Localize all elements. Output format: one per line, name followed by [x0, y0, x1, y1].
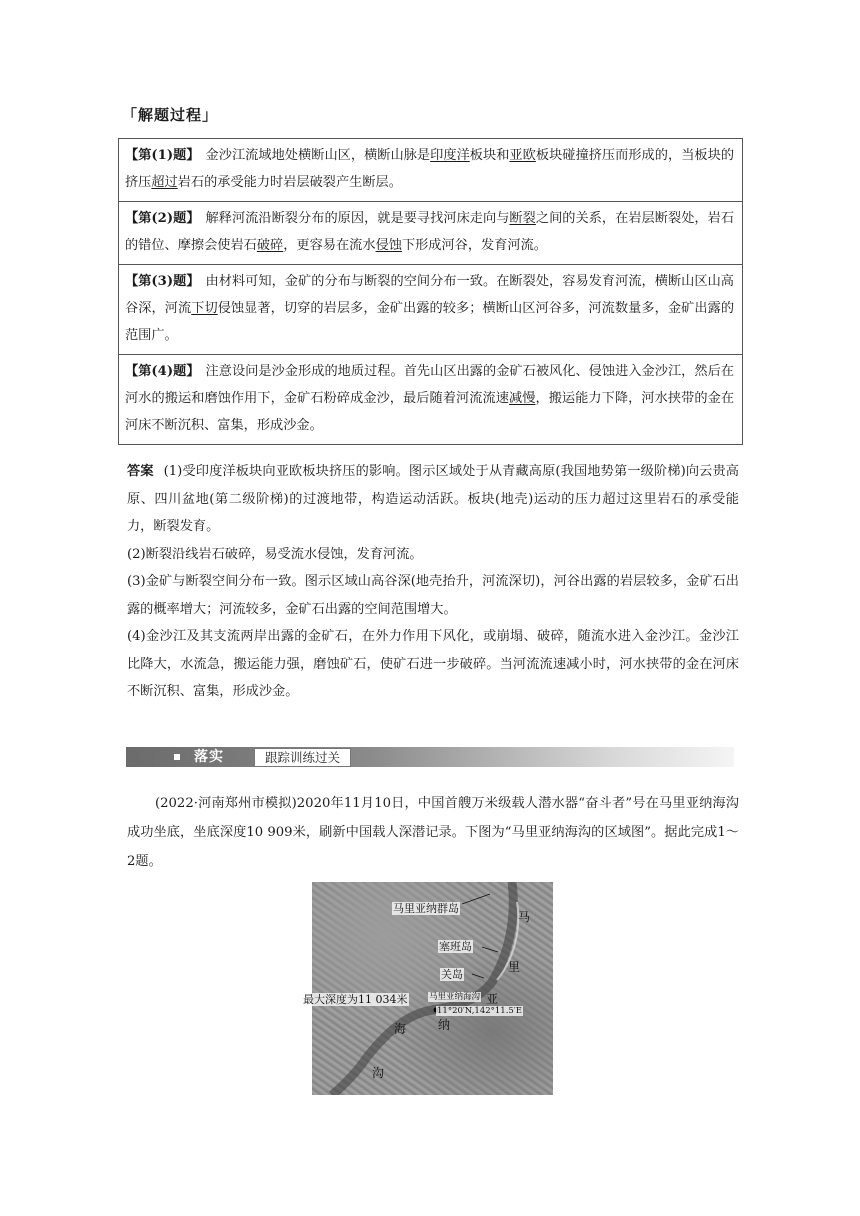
step-tag: 【第(3)题】: [125, 274, 200, 289]
underlined-keyword: 侵蚀: [375, 238, 402, 253]
solution-step-row: [119, 265, 742, 355]
solution-step-row: [119, 355, 742, 445]
answer-paragraph-1: [127, 458, 739, 541]
underlined-keyword: 亚欧: [509, 148, 536, 163]
label-coordinates: 11°20′N,142°11.5′E: [437, 1006, 522, 1016]
step-text: 岩石的承受能力时岩层破裂产生断层。: [177, 175, 402, 190]
solution-steps-box: [118, 138, 743, 445]
step-text: 注意设问是沙金形成的地质过程。首先山区出露的金矿石被风化、侵蚀进入金沙江，然后在河水的搬运和磨蚀作用下，金矿石粉碎成金沙，最后随着河流流速: [125, 364, 734, 406]
label-guam: 关岛: [441, 968, 463, 981]
section-title: [122, 104, 218, 125]
step-text: 侵蚀显著，切穿的岩层多，金矿出露的较多；横断山区河谷多，河流数量多，金矿出露的范围广。: [125, 301, 735, 343]
underlined-keyword: 断裂: [509, 211, 536, 226]
step-text: ，搬运能力下降，河水挟带的金在河床不断沉积、富集，形成沙金。: [125, 391, 735, 433]
trench-char-2: 里: [508, 960, 521, 974]
guam-pointer: [472, 974, 484, 978]
step-text: 由材料可知，金矿的分布与断裂的空间分布一致。在断裂处，容易发育河流，横断山区山高谷深，河流: [125, 274, 734, 316]
label-mariana-islands: 马里亚纳群岛: [393, 902, 459, 915]
answer-paragraph-2: (2)断裂沿线岩石破碎，易受流水侵蚀，发育河流。: [127, 546, 423, 562]
banner-title: 落实: [194, 749, 224, 765]
islands-pointer: [462, 894, 490, 904]
step-text: 板块和: [469, 148, 510, 163]
question-text: (2022·河南郑州市模拟)2020年11月10日，中国首艘万米级载人潜水器“奋斗者”号在马里亚纳海沟成功坐底，坐底深度10 909米，刷新中国载人深潜记录。下图为“马里亚纳海沟的区域图”。据此完成1～2题。: [127, 796, 739, 869]
trench-char-1: 马: [518, 910, 531, 924]
step-text: 金沙江流域地处横断山区，横断山脉是: [205, 148, 431, 163]
step-text: 下形成河谷，发育河流。: [401, 238, 547, 253]
banner-square-icon: [174, 754, 180, 760]
step-tag: 【第(2)题】: [125, 211, 200, 226]
step-text: 解释河流沿断裂分布的原因，就是要寻找河床走向与: [205, 211, 510, 226]
step-text: ，更容易在流水: [283, 238, 376, 253]
underlined-keyword: 下切: [191, 301, 218, 316]
step-tag: 【第(4)题】: [125, 364, 200, 379]
step-tag: 【第(1)题】: [125, 148, 200, 163]
trench-char-6: 沟: [372, 1066, 385, 1080]
underlined-keyword: 印度洋: [430, 148, 470, 163]
underlined-keyword: 减慢: [508, 391, 536, 406]
bracket-right: 」: [202, 106, 219, 124]
practice-banner: [126, 742, 734, 772]
trench-char-5: 海: [394, 1022, 407, 1036]
trench-map-image: [303, 882, 553, 1095]
answer-paragraph-3: (3)金矿与断裂空间分布一致。图示区域山高谷深(地壳抬升，河流深切)，河谷出露的岩层较多，金矿石出露的概率增大；河流较多，金矿石出露的空间范围增大。: [127, 574, 739, 617]
step-text: 之间的关系，在岩层断裂处，岩石的错位、摩擦会使岩石: [125, 211, 735, 253]
bracket-left: 「: [122, 106, 139, 124]
underlined-keyword: 超过: [151, 175, 178, 190]
trench-char-4: 纳: [438, 1018, 451, 1032]
underlined-keyword: 破碎: [256, 238, 284, 253]
label-max-depth: 最大深度为11 034米: [303, 993, 408, 1006]
answer-block: [127, 458, 739, 706]
label-saipan: 塞班岛: [439, 940, 472, 953]
solution-step-row: [119, 202, 742, 265]
solution-step-row: [119, 139, 742, 202]
step-text: 板块碰撞挤压而形成的，当板块的挤压: [125, 148, 735, 190]
answer-label: 答案: [127, 464, 154, 479]
label-trench-small: 马里亚纳海沟: [429, 992, 481, 1002]
answer-text-1: (1)受印度洋板块向亚欧板块挤压的影响。图示区域处于从青藏高原(我国地势第一级阶梯)向云贵高原、四川盆地(第二级阶梯)的过渡地带，构造运动活跃。板块(地壳)运动的压力超过这里岩石的承受能力，断裂发育。: [127, 464, 739, 534]
banner-subtitle: 跟踪训练过关: [254, 748, 351, 767]
section-title-text: 解题过程: [138, 106, 203, 124]
trench-char-3: 亚: [486, 992, 499, 1006]
saipan-pointer: [482, 947, 498, 952]
answer-paragraph-4: (4)金沙江及其支流两岸出露的金矿石，在外力作用下风化，或崩塌、破碎，随流水进入金沙江。金沙江比降大，水流急，搬运能力强，磨蚀矿石，使矿石进一步破碎。当河流流速减小时，河水挟带的金在河床不断沉积、富集，形成沙金。: [127, 629, 739, 699]
